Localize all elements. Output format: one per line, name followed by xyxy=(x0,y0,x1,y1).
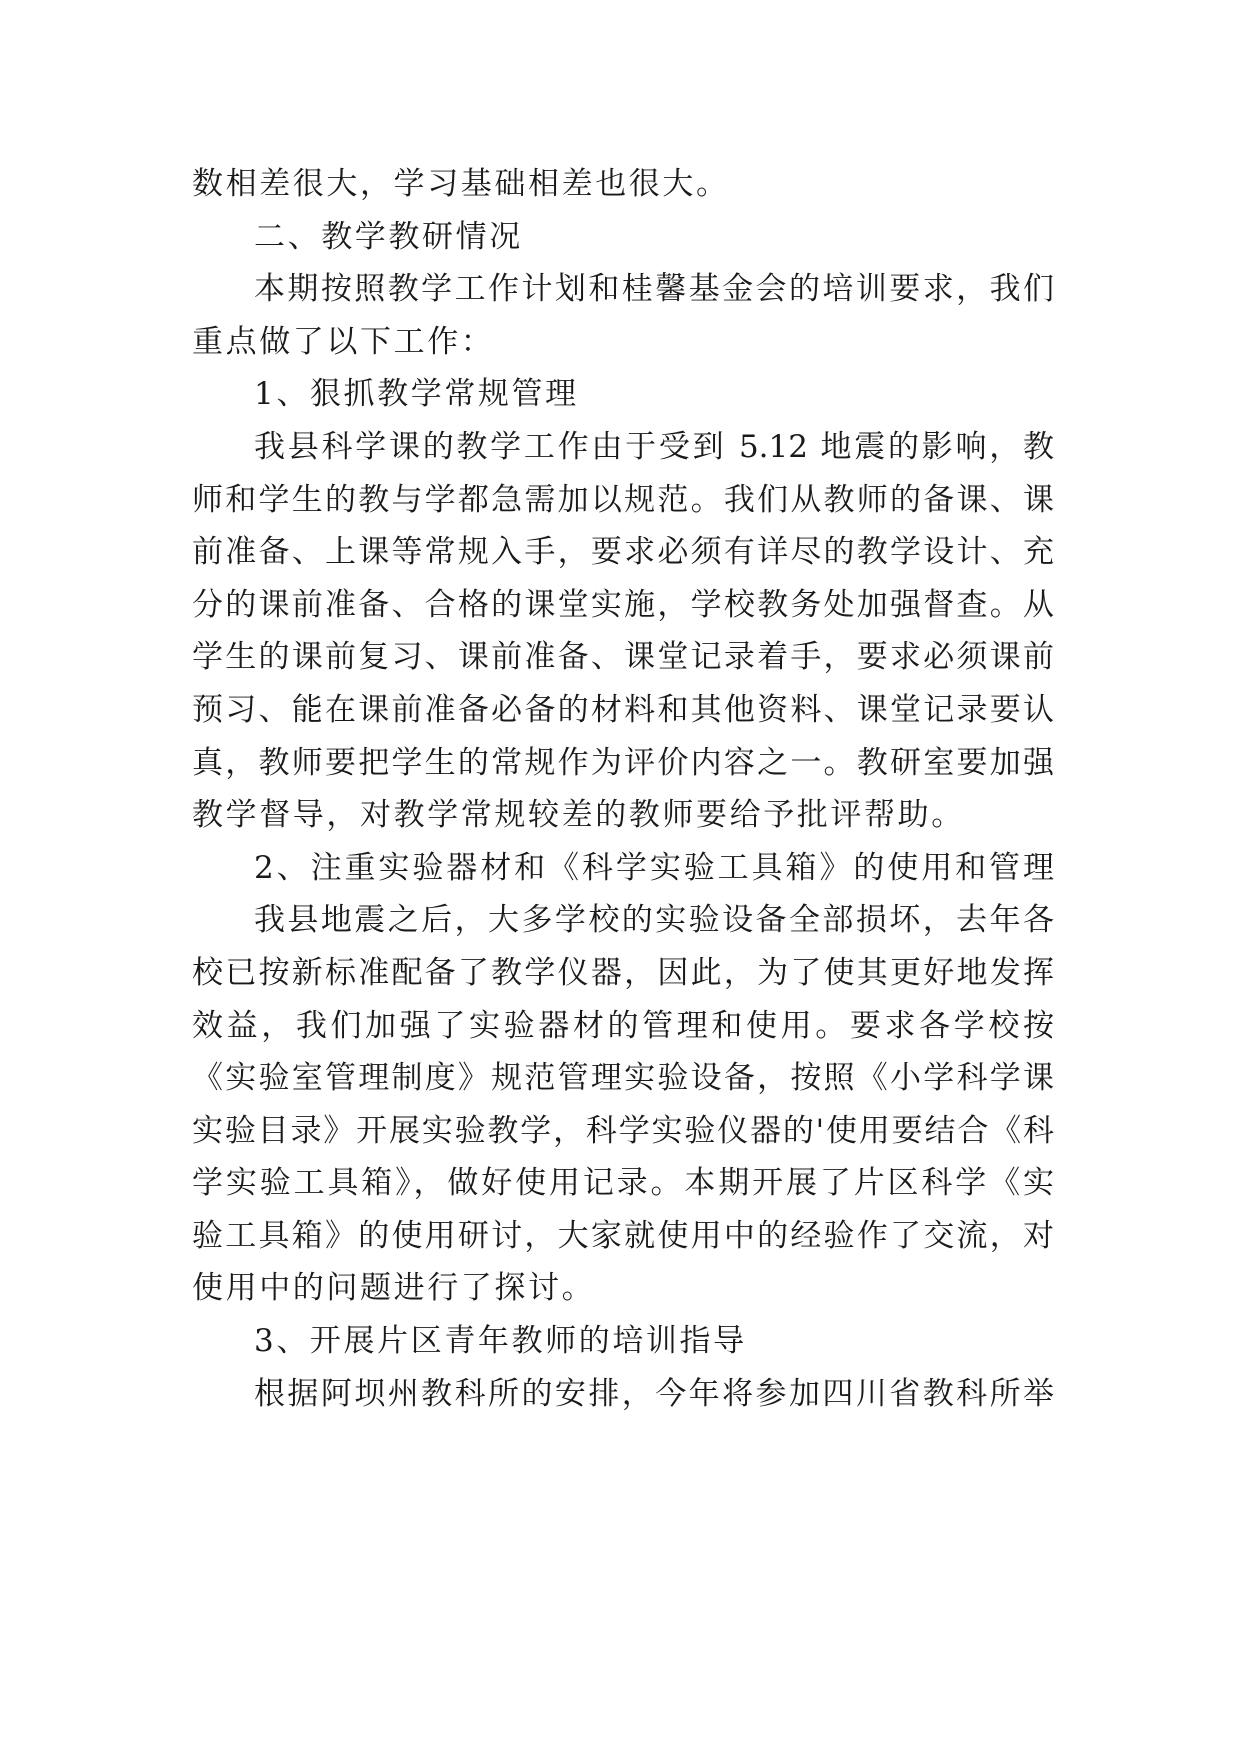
document-body xyxy=(192,158,1054,1420)
text-line: 《实验室管理制度》规范管理实验设备，按照《小学科学课 xyxy=(192,1060,1054,1097)
text-line: 1、狠抓教学常规管理 xyxy=(254,376,579,413)
text-line: 重点做了以下工作： xyxy=(192,323,495,360)
text-line: 数相差很大，学习基础相差也很大。 xyxy=(192,166,730,202)
text-line: 使用中的问题进行了探讨。 xyxy=(192,1270,596,1307)
text-line: 2、注重实验器材和《科学实验工具箱》的使用和管理 xyxy=(254,849,1054,886)
text-line: 我县地震之后，大多学校的实验设备全部损坏，去年各 xyxy=(254,902,1054,939)
text-line: 分的课前准备、合格的课堂实施，学校教务处加强督查。从 xyxy=(192,586,1054,623)
text-line: 二、教学教研情况 xyxy=(254,218,523,255)
text-line: 效益，我们加强了实验器材的管理和使用。要求各学校按 xyxy=(192,1007,1054,1044)
text-line: 前准备、上课等常规入手，要求必须有详尽的教学设计、充 xyxy=(192,534,1054,571)
text-line: 3、开展片区青年教师的培训指导 xyxy=(254,1323,747,1360)
text-line: 师和学生的教与学都急需加以规范。我们从教师的备课、课 xyxy=(192,481,1054,518)
text-line: 校已按新标准配备了教学仪器，因此，为了使其更好地发挥 xyxy=(192,954,1054,991)
text-line: 本期按照教学工作计划和桂馨基金会的培训要求，我们 xyxy=(254,271,1054,308)
text-line: 实验目录》开展实验教学，科学实验仪器的'使用要结合《科 xyxy=(192,1112,1054,1149)
text-line: 我县科学课的教学工作由于受到 5.12 地震的影响，教 xyxy=(254,428,1054,465)
text-line: 学生的课前复习、课前准备、课堂记录着手，要求必须课前 xyxy=(192,639,1054,676)
text-line: 预习、能在课前准备必备的材料和其他资料、课堂记录要认 xyxy=(192,691,1054,728)
text-line: 教学督导，对教学常规较差的教师要给予批评帮助。 xyxy=(192,797,965,834)
text-line: 根据阿坝州教科所的安排，今年将参加四川省教科所举 xyxy=(254,1375,1054,1412)
text-line: 真，教师要把学生的常规作为评价内容之一。教研室要加强 xyxy=(192,744,1054,781)
text-line: 学实验工具箱》，做好使用记录。本期开展了片区科学《实 xyxy=(192,1165,1054,1202)
text-line: 验工具箱》的使用研讨，大家就使用中的经验作了交流，对 xyxy=(192,1217,1054,1254)
